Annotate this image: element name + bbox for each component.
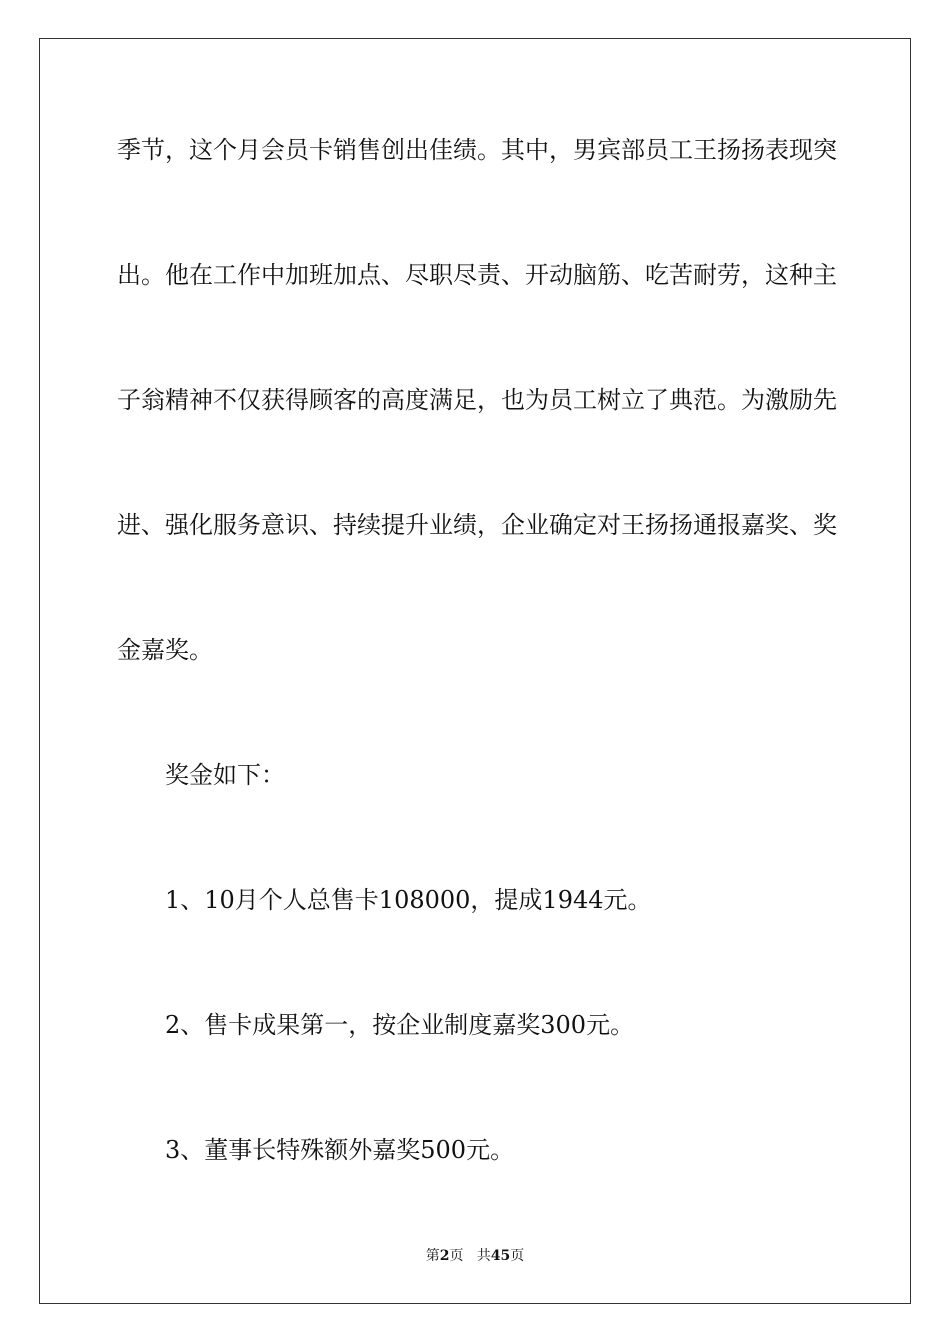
paragraph-line-3: 子翁精神不仅获得顾客的高度满足，也为员工树立了典范。为激励先 [117, 386, 837, 414]
paragraph-line-2: 出。他在工作中加班加点、尽职尽责、开动脑筋、吃苦耐劳，这种主 [117, 261, 837, 289]
paragraph-line-5: 金嘉奖。 [117, 636, 213, 664]
page-frame [39, 38, 911, 1304]
footer-total-pages: 45 [490, 1248, 511, 1264]
footer-total-prefix: 共 [476, 1248, 491, 1264]
paragraph-line-4: 进、强化服务意识、持续提升业绩，企业确定对王扬扬通报嘉奖、奖 [117, 511, 837, 539]
paragraph-line-1: 季节，这个月会员卡销售创出佳绩。其中，男宾部员工王扬扬表现突 [117, 136, 837, 164]
bonus-heading: 奖金如下： [165, 761, 285, 789]
footer-page-suffix: 页 [449, 1248, 464, 1264]
footer-total-suffix: 页 [510, 1248, 525, 1264]
footer-page-prefix: 第 [425, 1248, 440, 1264]
footer-page-number: 2 [439, 1248, 450, 1264]
page-footer [0, 1246, 950, 1266]
bonus-item-1: 1、10月个人总售卡108000，提成1944元。 [165, 886, 652, 914]
bonus-item-3: 3、董事长特殊额外嘉奖500元。 [165, 1136, 515, 1164]
bonus-item-2: 2、售卡成果第一，按企业制度嘉奖300元。 [165, 1011, 635, 1039]
